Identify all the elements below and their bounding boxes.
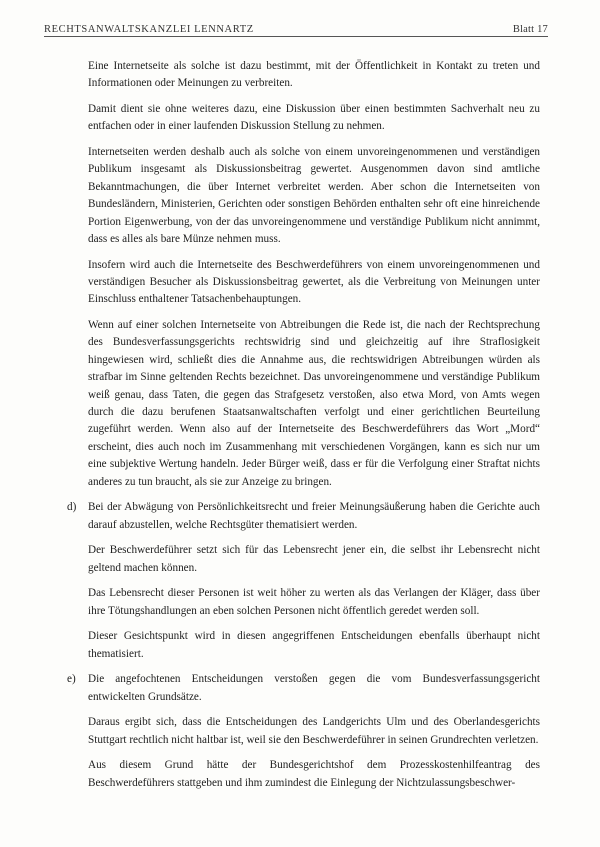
paragraph: Eine Internetseite als solche ist dazu bestimmt, mit der Öffentlichkeit in Kontakt zu treten und Informationen oder Meinungen zu verbreiten. [88,60,540,90]
page-number: Blatt 17 [512,24,548,35]
paragraph: Daraus ergibt sich, dass die Entscheidungen des Landgerichts Ulm und des Oberlandesgerichts Stuttgart rechtlich nicht haltbar ist, weil sie den Beschwerdeführer in seinen Grundrechten verletzen. [88,716,540,746]
page-header [44,22,548,37]
list-item-d [67,499,540,534]
paragraph: Wenn auf einer solchen Internetseite von Abtreibungen die Rede ist, die nach der Rechtsprechung des Bundesverfassungsgerichts rechtswidrig sind und gleichzeitig auf ihre Straflosigkeit hingewiesen wird, schließt dies die Annahme aus, die rechtswidrigen Abtreibungen würden als strafbar im Sinne geltenden Rechts bezeichnet. Das unvoreingenommene und verständige Publikum weiß genau, dass Taten, die gegen das Strafgesetz verstoßen, also etwa Mord, von Amts wegen durch die dazu berufenen Staatsanwaltschaften verfolgt und einer gerichtlichen Beurteilung zugeführt werden. Wenn also auf der Internetseite des Beschwerdeführers das Wort „Mord“ erscheint, dies auch noch im Zusammenhang mit verschiedenen Vorgängen, kann es sich nur um eine subjektive Wertung handeln. Jeder Bürger weiß, dass er für die Verfolgung einer Straftat nichts anderes zu tun braucht, als sie zur Anzeige zu bringen. [88,319,540,488]
list-marker: d) [67,501,77,514]
document-body [67,58,540,800]
paragraph: Damit dient sie ohne weiteres dazu, eine Diskussion über einen bestimmten Sachverhalt neu zu entfachen oder in einer laufenden Diskussion Stellung zu nehmen. [88,103,540,133]
list-marker: e) [67,673,76,686]
paragraph: Insofern wird auch die Internetseite des Beschwerdeführers von einem unvoreingenommenen und verständigen Besucher als Diskussionsbeitrag gewertet, als die Verbreitung von Meinungen unter Einschluss enthaltener Tatsachenbehauptungen. [88,258,540,306]
paragraph: Der Beschwerdeführer setzt sich für das Lebensrecht jener ein, die selbst ihr Lebensrecht nicht geltend machen können. [88,544,540,574]
paragraph: Das Lebensrecht dieser Personen ist weit höher zu werten als das Verlangen der Kläger, dass über ihre Tötungshandlungen an eben solchen Personen nicht öffentlich geredet werden soll. [88,587,540,617]
paragraph: Dieser Gesichtspunkt wird in diesen angegriffenen Entscheidungen ebenfalls überhaupt nicht thematisiert. [88,630,540,660]
list-item-e [67,671,540,706]
law-firm-name: RECHTSANWALTSKANZLEI LENNARTZ [44,24,254,35]
paragraph: Aus diesem Grund hätte der Bundesgerichtshof dem Prozesskostenhilfeantrag des Beschwerdeführers stattgeben und ihm zumindest die Einlegung der Nichtzulassungsbeschwer- [88,759,540,789]
list-item-text: Bei der Abwägung von Persönlichkeitsrecht und freier Meinungsäußerung haben die Gerichte auch darauf abzustellen, welche Rechtsgüter thematisiert werden. [88,501,540,531]
paragraph: Internetseiten werden deshalb auch als solche von einem unvoreingenommenen und verständigen Publikum insgesamt als Diskussionsbeitrag gewertet. Ausgenommen davon sind amtliche Bekanntmachungen, die über Internet verbreitet werden. Aber schon die Internetseiten von Bundesländern, Ministerien, Gerichten oder sonstigen Behörden enthalten sehr oft eine hinreichende Portion Eigenwerbung, von der das unvoreingenommene und verständige Publikum nicht annimmt, dass es alles als bare Münze nehmen muss. [88,146,540,246]
list-item-text: Die angefochtenen Entscheidungen verstoßen gegen die vom Bundesverfassungsgericht entwickelten Grundsätze. [88,673,540,703]
